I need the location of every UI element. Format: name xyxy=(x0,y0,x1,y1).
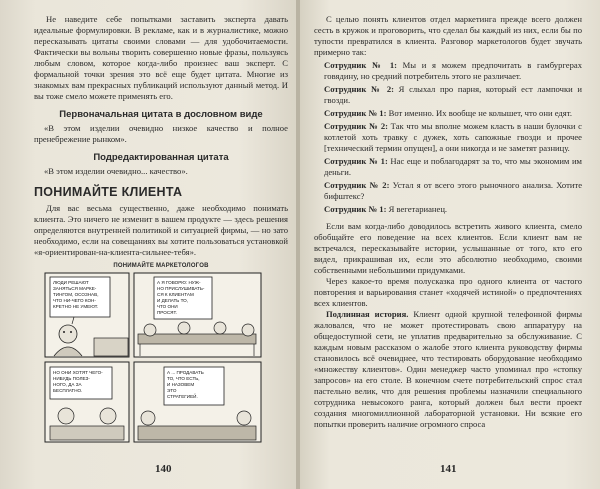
dialogue-line xyxy=(314,108,582,119)
page-number-right: 141 xyxy=(440,463,457,475)
left-intro-paragraph: Не наведите себе попытками заставить эксперта давать идеальные формулировки. В рекламе, как и в журналистике, можно пересказывать цитаты своими словами — для удобочитаемости. Фактически вы вольны творить совершенно новые фразы, пользуясь любым словом, которое когда-либо произнес ваш эксперт. С формальной точки зрения это всё еще будет цитата. Многие из знакомых вам прекрасных публикаций используют данный метод. И вы тоже смело можете применять его. xyxy=(34,14,288,101)
original-quote-heading: Первоначальная цитата в дословном виде xyxy=(59,109,263,120)
dialogue-block xyxy=(314,60,582,215)
dialogue-line xyxy=(314,84,582,106)
comic-title: ПОНИМАЙТЕ МАРКЕТОЛОГОВ xyxy=(113,263,209,269)
true-story-text: Клиент одной крупной телефонной фирмы жаловался, что не может протестировать свою аппаратуру на общедоступной сети, не уплатив предварительно за обслуживание. С каждым новым рассказом о жалобе этого клиента руководству фирмы становилось всё очевиднее, что тестировать оборудование необходимо «множеству клиентов». Один менеджер часто упоминал про «стопку запросов» на его столе. В конечном счете потребительский спрос стал пастельно велик, что для решения проблемы назначили специального сотрудника невысокого ранга, который должен был вести проект создания многомиллионной лабораторной установки. Ни всякие его попытки проверить наличие огромного спроса xyxy=(314,309,582,429)
bubble-3-text: НО ОНИ ХОТЯТ ЧЕГО- НИБУДЬ ПОЛЕЗ- НОГО, ДА ЗА БЕСПЛАТНО. xyxy=(53,370,103,393)
dialogue-line xyxy=(314,204,582,215)
dialogue-speaker: Сотрудник № 2: xyxy=(324,180,390,190)
original-quote: «В этом изделии очевидно низкое качество и полное пренебрежение рынком». xyxy=(34,123,288,144)
right-page xyxy=(300,0,600,489)
dialogue-line xyxy=(314,121,582,154)
right-paragraph-1: Если вам когда-либо доводилось встретить живого клиента, смело обобщайте его поведение на всех клиентов. Если клиент вам не встречался, пересказывайте истории, услышанные от того, кто его видел, прикрашивая их, если это абсолютно необходимо, своими собственными небольшими придумками. xyxy=(314,221,582,275)
dialogue-speaker: Сотрудник № 2: xyxy=(324,84,394,94)
right-paragraph-2: Через какое-то время полусказка про одного клиента от частого повторения и варьирования станет «ходячей истиной» о предпочтениях всех клиентов. xyxy=(314,276,582,308)
dialogue-text: Я слыхал про парня, который ест лампочки и гвозди. xyxy=(324,84,582,105)
dialogue-text: Устал я от всего этого рыночного анализа. Хотите бифштекс? xyxy=(324,180,583,201)
page-number-left: 140 xyxy=(155,463,172,475)
right-intro-paragraph: С целью понять клиентов отдел маркетинга прежде всего должен сесть в кружок и проговорить, что сделал бы каждый из них, если бы по тупости превратился в клиента. Разговор маркетологов будет звучать примерно так: xyxy=(314,14,582,57)
dialogue-speaker: Сотрудник № 1: xyxy=(324,156,388,166)
edited-quote: «В этом изделии очевидно... качество». xyxy=(44,166,188,176)
edited-quote-heading: Подредактированная цитата xyxy=(93,152,229,163)
dialogue-speaker: Сотрудник № 1: xyxy=(324,108,387,118)
dialogue-line xyxy=(314,180,582,202)
dialogue-speaker: Сотрудник № 1: xyxy=(324,60,397,70)
section-paragraph: Для вас весьма существенно, даже необходимо понимать клиента. Это ничего не изменит в вашем продукте — здесь решения определяются внутренней политикой и ситуацией фирмы, — но зато необходимо, если на совещаниях вы хотите пользоваться установкой «я-ориентирован-на-клиента-сильнее-тебя». xyxy=(34,203,288,257)
true-story-paragraph xyxy=(314,309,582,430)
dialogue-text: Мы и я можем предпочитать в гамбургерах говядину, но средний потребитель этого не различает. xyxy=(324,60,582,81)
comic-illustration xyxy=(44,272,262,444)
bubble-4-text: А ... ПРОДАВАТЬ ТО, ЧТО ЕСТЬ, И НАЗОВЕМ ЭТО СТРАТЕГИЕЙ. xyxy=(167,370,204,399)
dialogue-speaker: Сотрудник № 2: xyxy=(324,121,388,131)
bubble-2-text: А Я ГОВОРЮ: НУЖ- НО ПРИСЛУШИВАТЬ- СЯ К КЛИЕНТАМ И ДЕЛАТЬ ТО, ЧТО ОНИ ПРОСЯТ. xyxy=(157,280,205,315)
dialogue-line xyxy=(314,156,582,178)
left-page xyxy=(0,0,298,489)
comic-strip xyxy=(44,272,262,444)
true-story-label: Подлинная история. xyxy=(326,309,409,319)
dialogue-text: Нас еще и поблагодарят за то, что мы экономим им деньги. xyxy=(324,156,582,177)
dialogue-text: Так что мы вполне можем класть в наши булочки с котлетой хоть травку с дужек, хоть сапожные гвозди и прочее [технический термин опущен], а они никогда и не заметят разницу. xyxy=(324,121,582,153)
dialogue-text: Вот именно. Их вообще не колышет, что они едят. xyxy=(388,108,572,118)
dialogue-line xyxy=(314,60,582,82)
bubble-1-text: ЛЮДИ РЕШАЮТ ЗАНЯТЬСЯ МАРКЕ- ТИНГОМ, ОСОЗНАВ, ЧТО НИ-ЧЕГО КОН- КРЕТНО НЕ УМЕЮТ. xyxy=(53,280,99,309)
dialogue-text: Я вегетарианец. xyxy=(388,204,448,214)
dialogue-speaker: Сотрудник № 1: xyxy=(324,204,387,214)
section-title: ПОНИМАЙТЕ КЛИЕНТА xyxy=(34,185,183,199)
